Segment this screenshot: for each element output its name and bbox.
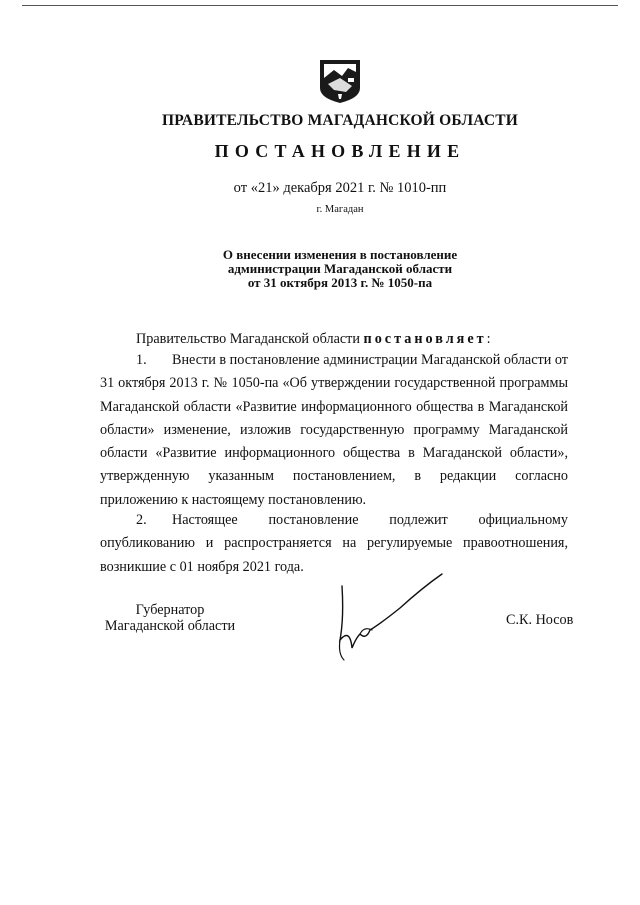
handwritten-signature: [330, 568, 450, 668]
document-subject: [0, 248, 640, 290]
signatory-title: [100, 602, 240, 634]
preamble-colon: :: [486, 331, 491, 347]
item-number: 1.: [136, 352, 147, 368]
preamble-verb: постановляет: [363, 331, 487, 347]
signatory-title-line-2: Магаданской области: [104, 618, 236, 634]
document-date-number: от «21» декабря 2021 г. № 1010-пп: [233, 180, 447, 196]
scan-edge-mark: [22, 5, 618, 6]
item-text: Внести в постановление администрации Магаданской области от 31 октября 2013 г. № 1050-па «Об утверждении государственной программы Магаданской области «Развитие информационного общества в Магаданской области» изменение, изложив государственную программу Магаданской области «Развитие информационного общества в Магаданской области», утвержденную указанным постановлением, в редакции согласно приложению к настоящему постановлению.: [100, 352, 568, 508]
item-text: Настоящее постановление подлежит официальному опубликованию и распространяется на регулируемые правоотношения, возникшие с 01 ноября 2021 года.: [100, 512, 568, 575]
decree-preamble: [136, 331, 576, 348]
subject-line-3: от 31 октября 2013 г. № 1050-па: [247, 275, 433, 290]
document-type-title: ПОСТАНОВЛЕНИЕ: [214, 141, 466, 161]
document-city: г. Магадан: [316, 204, 364, 215]
subject-line-1: О внесении изменения в постановление: [222, 247, 458, 262]
preamble-lead: Правительство Магаданской области: [136, 331, 360, 347]
subject-line-2: администрации Магаданской области: [227, 261, 453, 276]
coat-of-arms-icon: [318, 58, 362, 104]
item-number: 2.: [136, 512, 147, 528]
signatory-title-line-1: Губернатор: [135, 602, 205, 618]
organization-title: ПРАВИТЕЛЬСТВО МАГАДАНСКОЙ ОБЛАСТИ: [161, 112, 519, 129]
decree-item-1: [100, 349, 568, 512]
signatory-name: С.К. Носов: [506, 612, 574, 628]
